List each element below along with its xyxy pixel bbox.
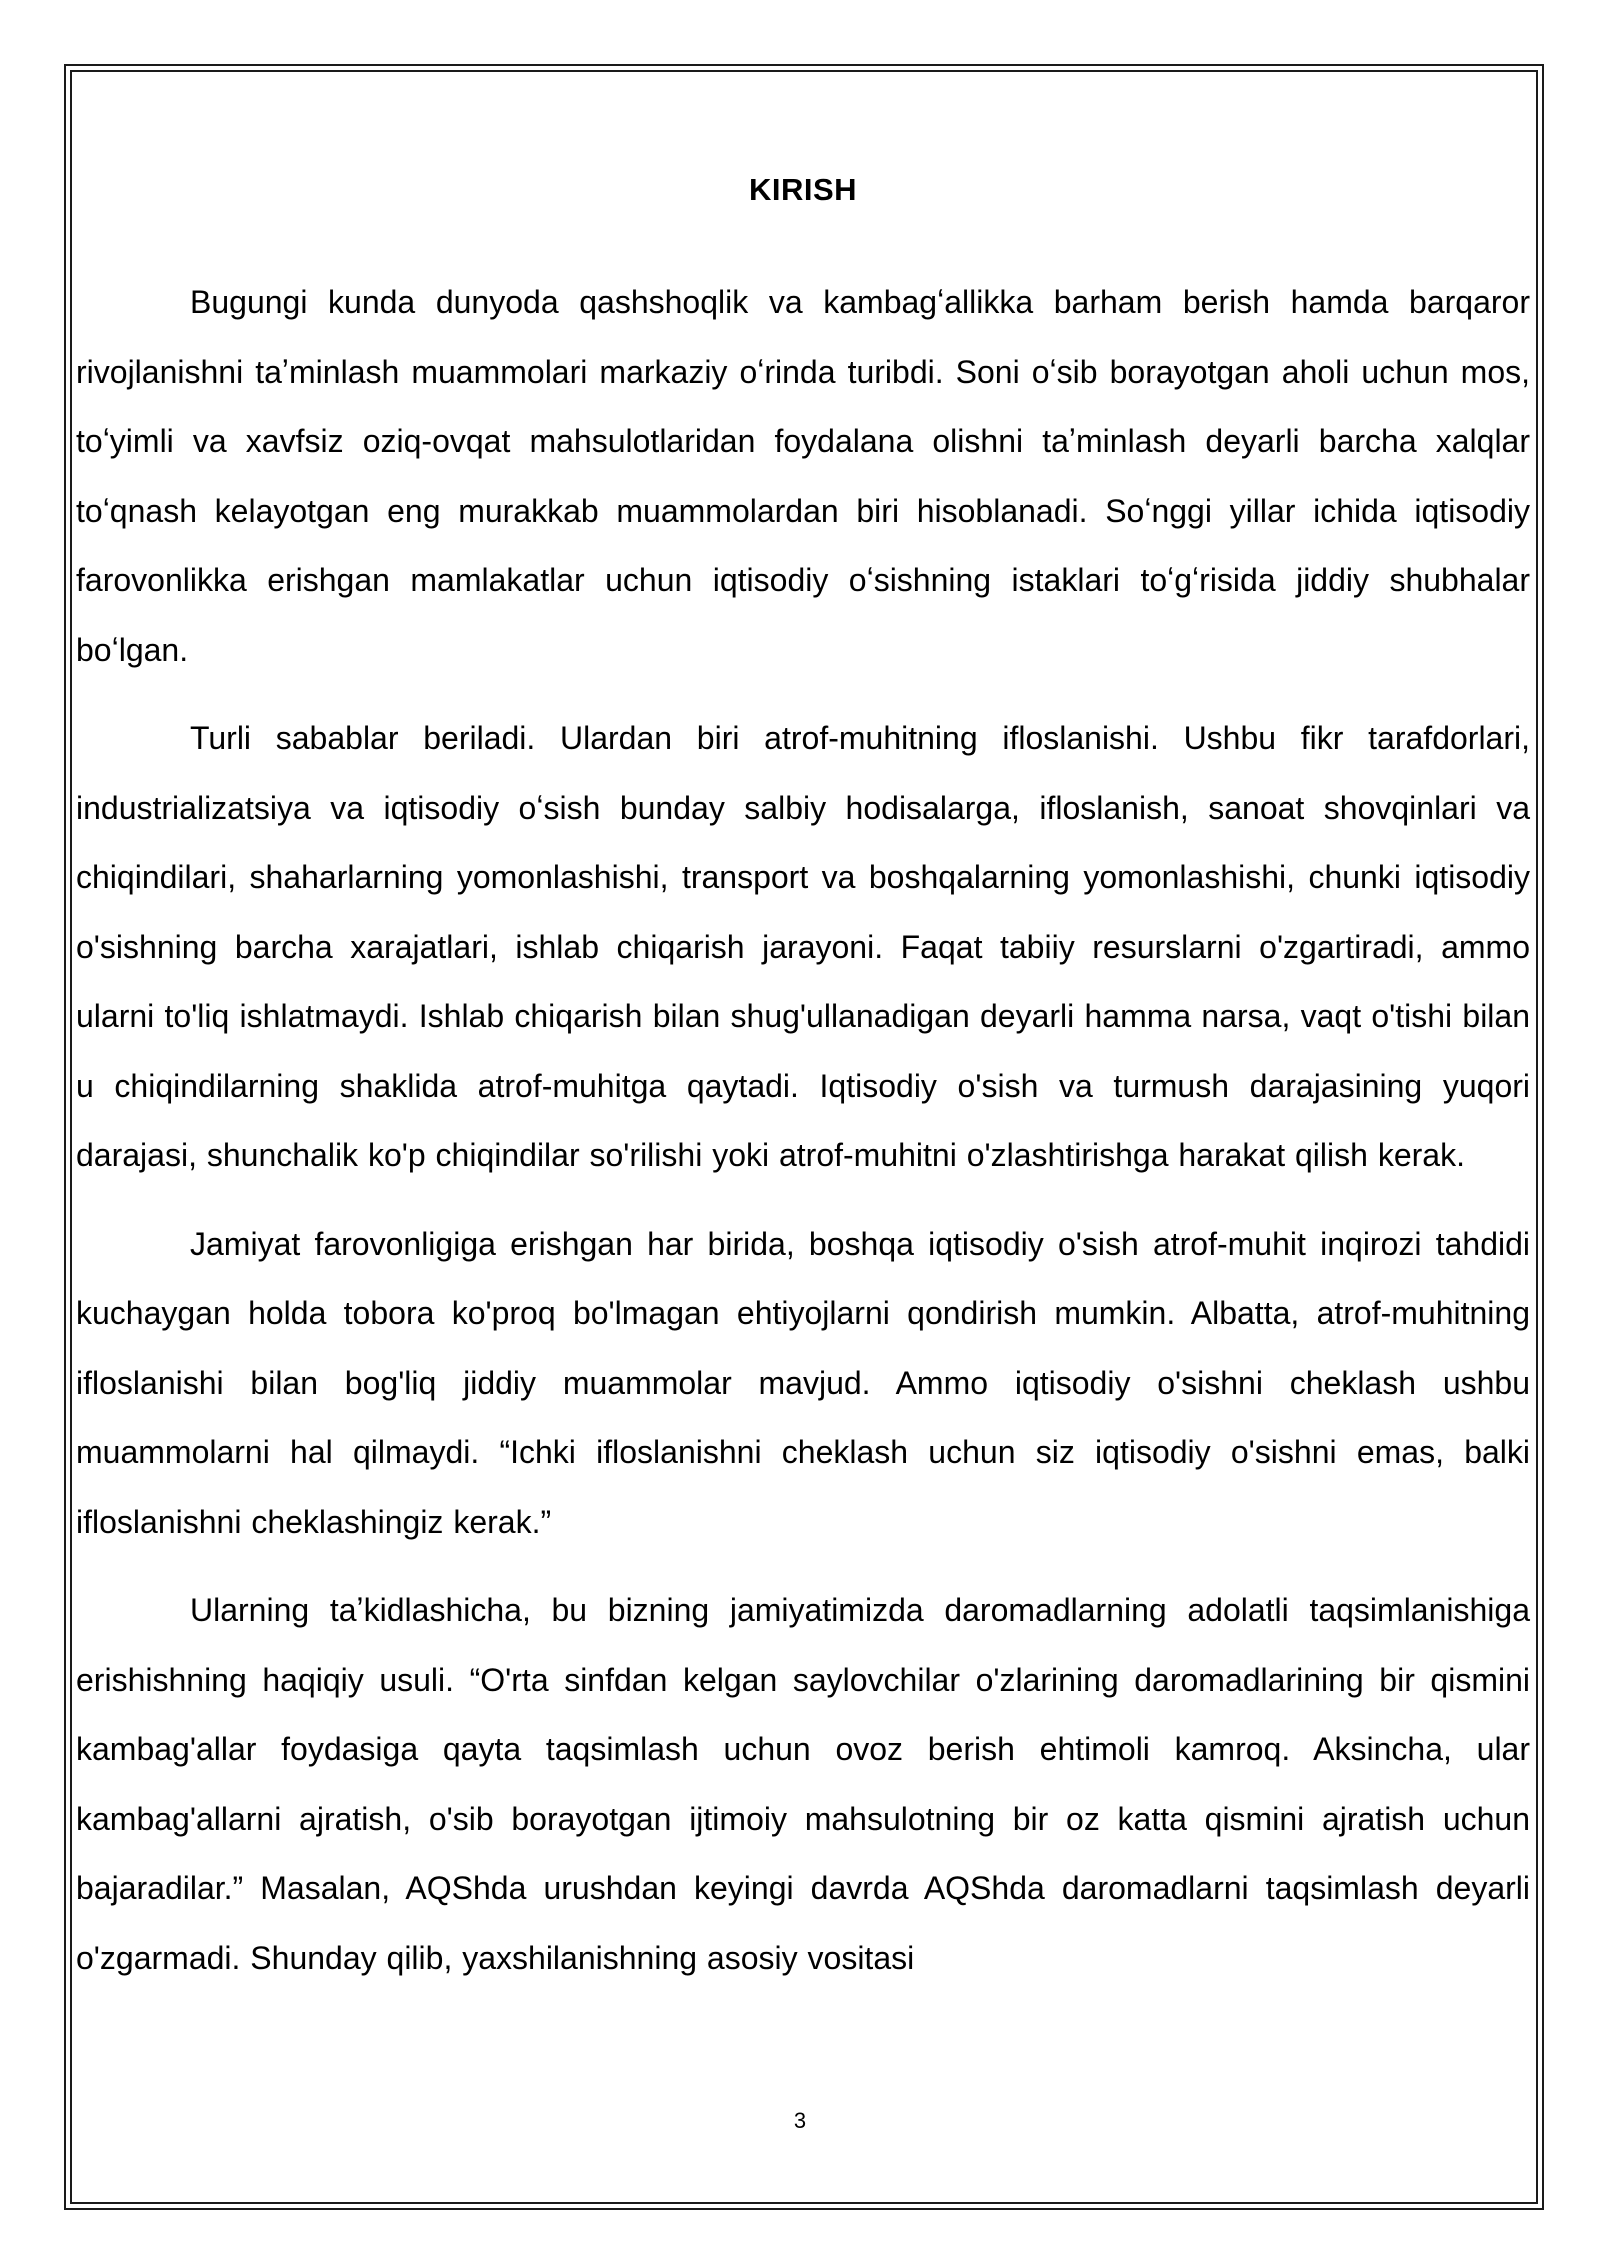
- paragraph-1: Bugungi kunda dunyoda qashshoqlik va kambagʻallikka barham berish hamda barqaror rivojlanishni taʼminlash muammolari markaziy oʻrinda turibdi. Soni oʻsib borayotgan aholi uchun mos, toʻyimli va xavfsiz oziq-ovqat mahsulotlaridan foydalana olishni taʼminlash deyarli barcha xalqlar toʻqnash kelayotgan eng murakkab muammolardan biri hisoblanadi. Soʻnggi yillar ichida iqtisodiy farovonlikka erishgan mamlakatlar uchun iqtisodiy oʻsishning istaklari toʻgʻrisida jiddiy shubhalar boʻlgan.: [76, 284, 1530, 668]
- page-number: 3: [793, 2108, 807, 2133]
- paragraph-3: Jamiyat farovonligiga erishgan har birida, boshqa iqtisodiy o'sish atrof-muhit inqirozi tahdidi kuchaygan holda tobora ko'proq bo'lmagan ehtiyojlarni qondirish mumkin. Albatta, atrof-muhitning ifloslanishi bilan bog'liq jiddiy muammolar mavjud. Ammo iqtisodiy o'sishni cheklash ushbu muammolarni hal qilmaydi. “Ichki ifloslanishni cheklash uchun siz iqtisodiy o'sishni emas, balki ifloslanishni cheklashingiz kerak.”: [76, 1225, 1530, 1540]
- document-body: [76, 160, 1530, 2012]
- paragraph-4: Ularning taʼkidlashicha, bu bizning jamiyatimizda daromadlarning adolatli taqsimlanishiga erishishning haqiqiy usuli. “O'rta sinfdan kelgan saylovchilar o'zlarining daromadlarining bir qismini kambag'allar foydasiga qayta taqsimlash uchun ovoz berish ehtimoli kamroq. Aksincha, ular kambag'allarni ajratish, o'sib borayotgan ijtimoiy mahsulotning bir oz katta qismini ajratish uchun bajaradilar.” Masalan, AQShda urushdan keyingi davrda AQShda daromadlarni taqsimlash deyarli o'zgarmadi. Shunday qilib, yaxshilanishning asosiy vositasi: [76, 1592, 1530, 1976]
- page-title: KIRISH: [748, 172, 858, 207]
- paragraph-2: Turli sabablar beriladi. Ulardan biri atrof-muhitning ifloslanishi. Ushbu fikr tarafdorlari, industrializatsiya va iqtisodiy oʻsish bunday salbiy hodisalarga, ifloslanish, sanoat shovqinlari va chiqindilari, shaharlarning yomonlashishi, transport va boshqalarning yomonlashishi, chunki iqtisodiy o'sishning barcha xarajatlari, ishlab chiqarish jarayoni. Faqat tabiiy resurslarni o'zgartiradi, ammo ularni to'liq ishlatmaydi. Ishlab chiqarish bilan shug'ullanadigan deyarli hamma narsa, vaqt o'tishi bilan u chiqindilarning shaklida atrof-muhitga qaytadi. Iqtisodiy o'sish va turmush darajasining yuqori darajasi, shunchalik ko'p chiqindilar so'rilishi yoki atrof-muhitni o'zlashtirishga harakat qilish kerak.: [76, 720, 1530, 1173]
